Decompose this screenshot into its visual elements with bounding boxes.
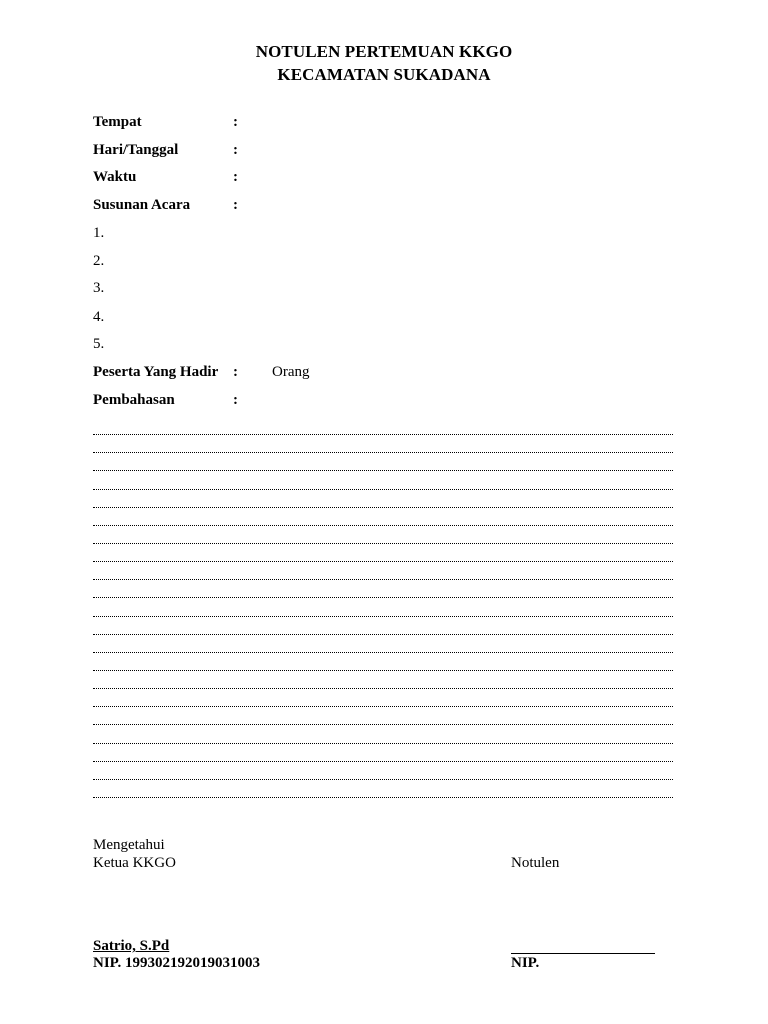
hari-tanggal-colon: : (233, 142, 238, 158)
dotted-line (93, 566, 673, 584)
dotted-line (93, 530, 673, 548)
waktu-label: Waktu (93, 169, 137, 185)
ketua-nip: NIP. 199302192019031003 (93, 955, 260, 971)
tempat-label: Tempat (93, 114, 142, 130)
mengetahui-text: Mengetahui (93, 837, 165, 853)
dotted-line (93, 548, 673, 566)
pembahasan-colon: : (233, 392, 238, 408)
dotted-line (93, 512, 673, 530)
dotted-line (93, 639, 673, 657)
dotted-line (93, 657, 673, 675)
ketua-name: Satrio, S.Pd (93, 938, 170, 954)
tempat-colon: : (233, 114, 238, 130)
agenda-item-number: 1. (93, 225, 105, 241)
dotted-line (93, 457, 673, 475)
pembahasan-label: Pembahasan (93, 392, 175, 408)
peserta-label: Peserta Yang Hadir (93, 364, 219, 380)
agenda-item-number: 4. (93, 309, 105, 325)
hari-tanggal-label: Hari/Tanggal (93, 142, 179, 158)
peserta-unit: Orang (272, 364, 310, 380)
notulen-signature-line (511, 953, 655, 954)
dotted-line (93, 729, 673, 747)
dotted-line (93, 475, 673, 493)
dotted-line (93, 711, 673, 729)
dotted-line (93, 693, 673, 711)
pembahasan-dotted-lines (93, 421, 673, 802)
dotted-line (93, 621, 673, 639)
dotted-line (93, 439, 673, 457)
susunan-acara-label: Susunan Acara (93, 197, 191, 213)
notulen-title: Notulen (511, 855, 560, 871)
dotted-line (93, 784, 673, 802)
agenda-item-number: 2. (93, 253, 105, 269)
ketua-kkgo-text: Ketua KKGO (93, 855, 176, 871)
dotted-line (93, 584, 673, 602)
peserta-colon: : (233, 364, 238, 380)
susunan-acara-colon: : (233, 197, 238, 213)
dotted-line (93, 748, 673, 766)
notulen-nip: NIP. (511, 955, 540, 971)
document-title-line1: NOTULEN PERTEMUAN KKGO (255, 42, 513, 61)
dotted-line (93, 421, 673, 439)
document-title-line2: KECAMATAN SUKADANA (277, 65, 491, 84)
dotted-line (93, 494, 673, 512)
dotted-line (93, 602, 673, 620)
agenda-item-number: 3. (93, 280, 105, 296)
waktu-colon: : (233, 169, 238, 185)
dotted-line (93, 766, 673, 784)
dotted-line (93, 675, 673, 693)
agenda-item-number: 5. (93, 336, 105, 352)
